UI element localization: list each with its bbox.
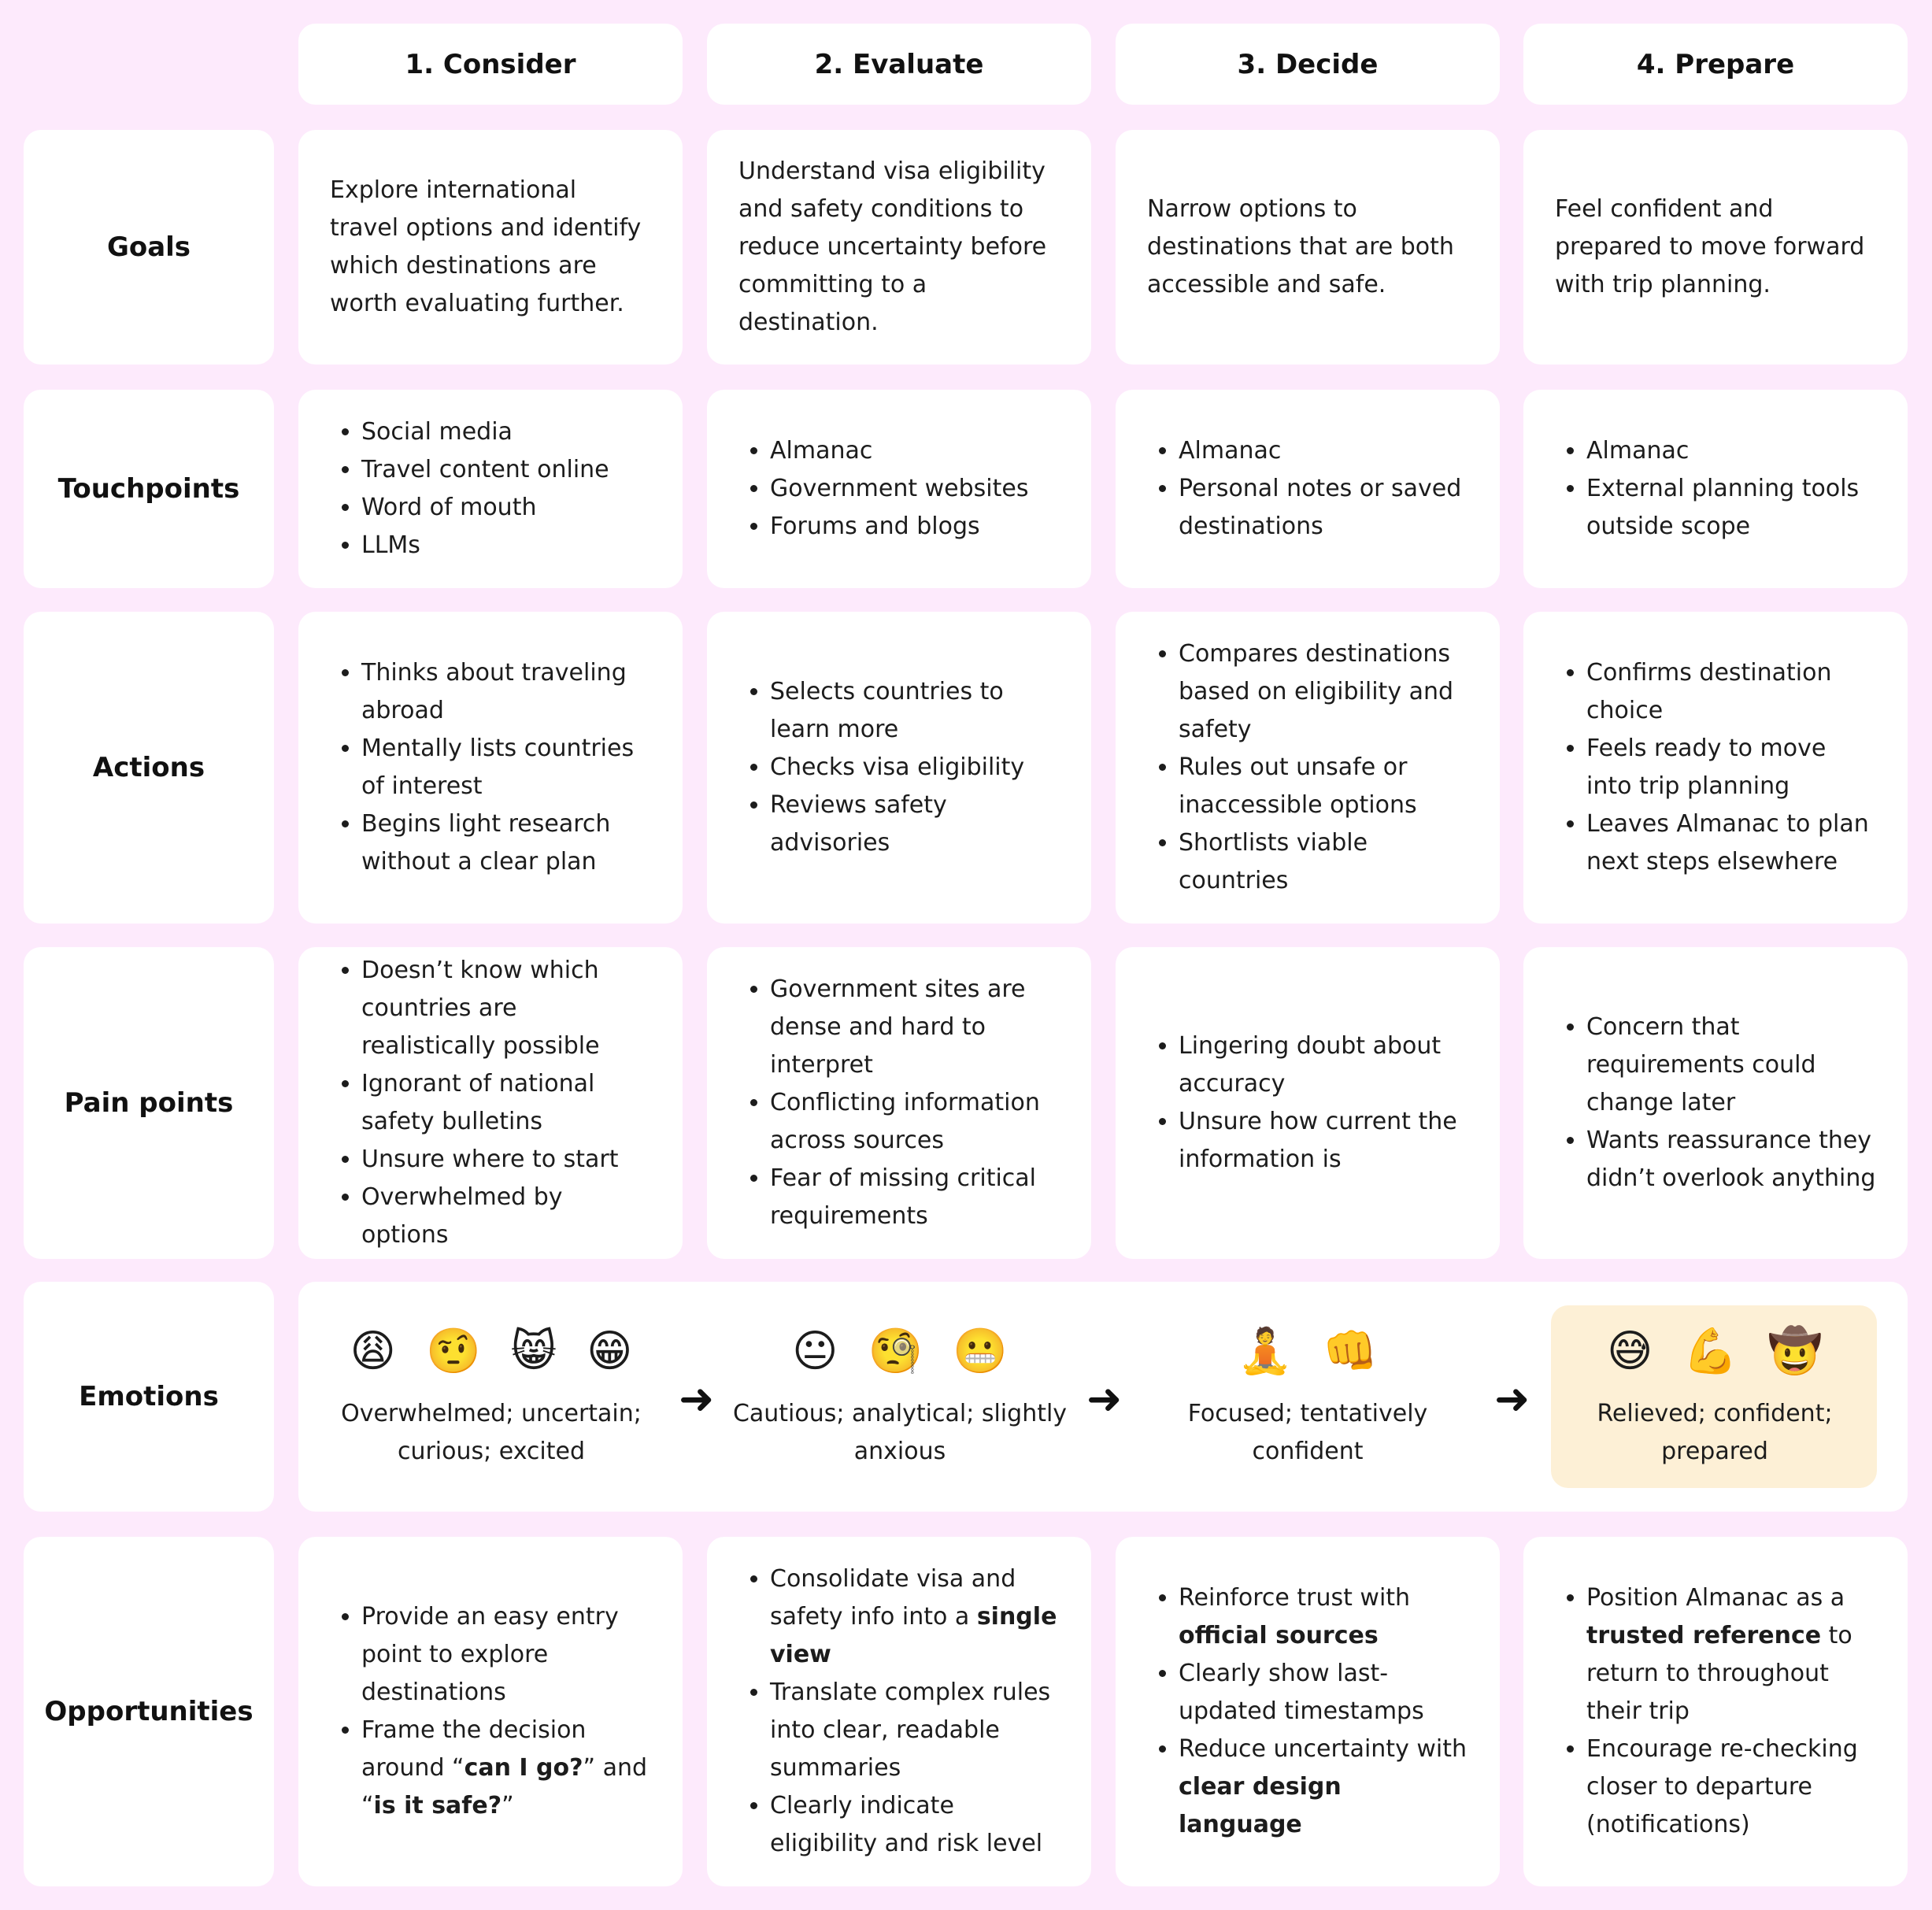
list-item: • Unsure where to start xyxy=(361,1141,651,1179)
goals-text: Narrow options to destinations that are both accessible and safe. xyxy=(1147,195,1454,298)
list-item-text: Reduce uncertainty with xyxy=(1179,1735,1468,1763)
emoji-icon: 😩 xyxy=(350,1326,396,1377)
touchpoints-cell-1 xyxy=(298,390,683,588)
row-label-card-opportunities xyxy=(24,1537,274,1886)
row-label-card-actions xyxy=(24,612,274,924)
list-item: • Compares destinations based on eligibility and safety xyxy=(1179,635,1468,749)
emoji-icon: 🧘 xyxy=(1238,1326,1293,1377)
emotion-text: Focused; tentatively confident xyxy=(1187,1400,1428,1465)
touchpoints-list xyxy=(330,413,651,564)
list-item: • Ignorant of national safety bulletins xyxy=(361,1065,651,1141)
emotion-icons xyxy=(350,1324,633,1379)
list-item: • Rules out unsafe or inaccessible options xyxy=(1179,749,1468,824)
emphasis-text: trusted reference xyxy=(1586,1622,1822,1649)
emotion-text: Cautious; analytical; slightly anxious xyxy=(732,1400,1068,1465)
touchpoints-list xyxy=(738,432,1060,546)
list-item: • Almanac xyxy=(1179,432,1468,470)
list-item: • Confirms destination choice xyxy=(1586,654,1876,730)
list-item: • Lingering doubt about accuracy xyxy=(1179,1027,1468,1103)
list-item: • Government sites are dense and hard to interpret xyxy=(770,971,1060,1084)
pain-points-cell-1 xyxy=(298,947,683,1259)
emphasis-text: single view xyxy=(770,1603,1057,1668)
list-item xyxy=(1179,1579,1468,1655)
pain-points-list xyxy=(1147,1027,1468,1179)
row-label-emotions: Emotions xyxy=(79,1381,219,1412)
phase-header-2 xyxy=(707,24,1091,105)
row-label-opportunities: Opportunities xyxy=(44,1696,254,1727)
list-item xyxy=(361,1712,651,1825)
phase-title: 2. Evaluate xyxy=(814,48,984,80)
list-item: • Reviews safety advisories xyxy=(770,787,1060,862)
goals-text: Understand visa eligibility and safety conditions to reduce uncertainty before committing to a destination. xyxy=(738,157,1047,336)
emoji-icon: 😅 xyxy=(1607,1326,1653,1377)
list-item: • Shortlists viable countries xyxy=(1179,824,1468,900)
list-item: • Social media xyxy=(361,413,651,451)
list-item: • Forums and blogs xyxy=(770,508,1060,546)
actions-list xyxy=(738,673,1060,862)
opportunities-list xyxy=(1147,1579,1468,1844)
list-item: • Leaves Almanac to plan next steps elsewhere xyxy=(1586,805,1876,881)
row-label-card-emotions xyxy=(24,1282,274,1512)
list-item-text: to return to throughout their trip xyxy=(1586,1622,1852,1725)
list-item xyxy=(1586,1730,1876,1844)
list-item xyxy=(1179,1655,1468,1730)
emotion-group-3 xyxy=(1134,1324,1481,1471)
list-item: • Fear of missing critical requirements xyxy=(770,1160,1060,1235)
actions-list xyxy=(1147,635,1468,900)
list-item: • Mentally lists countries of interest xyxy=(361,730,651,805)
opportunities-cell-3 xyxy=(1116,1537,1500,1886)
list-item-text: Clearly indicate eligibility and risk level xyxy=(770,1792,1043,1857)
phase-title: 1. Consider xyxy=(405,48,576,80)
emotion-text: Overwhelmed; uncertain; curious; excited xyxy=(341,1400,642,1465)
emphasis-text: can I go? xyxy=(464,1754,583,1782)
list-item: • Conflicting information across sources xyxy=(770,1084,1060,1160)
arrow-right-icon: ➜ xyxy=(1494,1374,1530,1423)
emoji-icon: 🤨 xyxy=(425,1326,481,1377)
actions-list xyxy=(330,654,651,881)
emoji-icon: 😸 xyxy=(510,1326,557,1377)
list-item: • LLMs xyxy=(361,527,651,564)
emotion-icons xyxy=(1238,1324,1377,1379)
row-label-pain-points: Pain points xyxy=(64,1087,234,1119)
list-item xyxy=(361,1598,651,1712)
goals-text: Explore international travel options and identify which destinations are worth evaluating further. xyxy=(330,176,642,317)
emotion-group-2 xyxy=(727,1324,1073,1471)
list-item xyxy=(1179,1730,1468,1844)
emphasis-text: is it safe? xyxy=(373,1792,502,1819)
opportunities-cell-4 xyxy=(1523,1537,1908,1886)
emphasis-text: official sources xyxy=(1179,1622,1379,1649)
list-item-text: Frame the decision around “ xyxy=(361,1716,587,1782)
actions-list xyxy=(1555,654,1876,881)
arrow-right-icon: ➜ xyxy=(1086,1374,1123,1423)
emotion-icons xyxy=(1607,1324,1823,1379)
phase-header-4 xyxy=(1523,24,1908,105)
emotion-icons xyxy=(792,1324,1008,1379)
goals-cell-1 xyxy=(298,130,683,365)
list-item: • Wants reassurance they didn’t overlook anything xyxy=(1586,1122,1876,1197)
opportunities-cell-2 xyxy=(707,1537,1091,1886)
pain-points-list xyxy=(738,971,1060,1235)
list-item-text: Provide an easy entry point to explore destinations xyxy=(361,1603,619,1706)
actions-cell-2 xyxy=(707,612,1091,924)
pain-points-list xyxy=(330,952,651,1254)
emotion-group-1 xyxy=(318,1324,664,1471)
list-item: • Concern that requirements could change later xyxy=(1586,1009,1876,1122)
list-item: • External planning tools outside scope xyxy=(1586,470,1876,546)
list-item: • Begins light research without a clear plan xyxy=(361,805,651,881)
list-item-text: Reinforce trust with xyxy=(1179,1584,1411,1612)
phase-title: 4. Prepare xyxy=(1636,48,1795,80)
row-label-touchpoints: Touchpoints xyxy=(57,473,240,505)
emoji-icon: 💪 xyxy=(1682,1326,1738,1377)
emoji-icon: 🤠 xyxy=(1767,1326,1823,1377)
arrow-right-icon: ➜ xyxy=(679,1374,715,1423)
touchpoints-cell-3 xyxy=(1116,390,1500,588)
list-item-text: Position Almanac as a xyxy=(1586,1584,1845,1612)
list-item xyxy=(770,1560,1060,1674)
goals-cell-4 xyxy=(1523,130,1908,365)
list-item: • Checks visa eligibility xyxy=(770,749,1060,787)
row-label-goals: Goals xyxy=(106,231,191,263)
touchpoints-cell-2 xyxy=(707,390,1091,588)
pain-points-cell-2 xyxy=(707,947,1091,1259)
emoji-icon: 👊 xyxy=(1323,1326,1378,1377)
goals-cell-3 xyxy=(1116,130,1500,365)
list-item: • Government websites xyxy=(770,470,1060,508)
list-item-text: Clearly show last-updated timestamps xyxy=(1179,1660,1424,1725)
pain-points-cell-3 xyxy=(1116,947,1500,1259)
list-item: • Travel content online xyxy=(361,451,651,489)
touchpoints-list xyxy=(1147,432,1468,546)
phase-title: 3. Decide xyxy=(1237,48,1379,80)
row-label-actions: Actions xyxy=(92,752,205,783)
pain-points-list xyxy=(1555,1009,1876,1197)
list-item: • Selects countries to learn more xyxy=(770,673,1060,749)
actions-cell-1 xyxy=(298,612,683,924)
list-item: • Word of mouth xyxy=(361,489,651,527)
actions-cell-3 xyxy=(1116,612,1500,924)
opportunities-cell-1 xyxy=(298,1537,683,1886)
list-item-text: Translate complex rules into clear, readable summaries xyxy=(770,1679,1051,1782)
emotion-group-4 xyxy=(1542,1324,1888,1471)
list-item xyxy=(770,1787,1060,1863)
list-item: • Feels ready to move into trip planning xyxy=(1586,730,1876,805)
list-item: • Unsure how current the information is xyxy=(1179,1103,1468,1179)
goals-cell-2 xyxy=(707,130,1091,365)
list-item xyxy=(1586,1579,1876,1730)
opportunities-list xyxy=(330,1598,651,1825)
list-item-text: Encourage re-checking closer to departure (notifications) xyxy=(1586,1735,1858,1838)
list-item: • Personal notes or saved destinations xyxy=(1179,470,1468,546)
emoji-icon: 🧐 xyxy=(868,1326,923,1377)
opportunities-list xyxy=(1555,1579,1876,1844)
actions-cell-4 xyxy=(1523,612,1908,924)
list-item: • Thinks about traveling abroad xyxy=(361,654,651,730)
list-item: • Doesn’t know which countries are realistically possible xyxy=(361,952,651,1065)
touchpoints-cell-4 xyxy=(1523,390,1908,588)
touchpoints-list xyxy=(1555,432,1876,546)
emotion-text: Relieved; confident; prepared xyxy=(1597,1400,1833,1465)
list-item: • Almanac xyxy=(770,432,1060,470)
emoji-icon: 😐 xyxy=(792,1326,838,1377)
goals-text: Feel confident and prepared to move forward with trip planning. xyxy=(1555,195,1865,298)
emphasis-text: clear design language xyxy=(1179,1773,1342,1838)
list-item-text: ” xyxy=(502,1792,514,1819)
phase-header-1 xyxy=(298,24,683,105)
phase-header-3 xyxy=(1116,24,1500,105)
row-label-card-touchpoints xyxy=(24,390,274,588)
list-item-text: Consolidate visa and safety info into a xyxy=(770,1565,1016,1631)
pain-points-cell-4 xyxy=(1523,947,1908,1259)
row-label-card-pain-points xyxy=(24,947,274,1259)
emoji-icon: 😬 xyxy=(953,1326,1008,1377)
list-item: • Almanac xyxy=(1586,432,1876,470)
row-label-card-goals xyxy=(24,130,274,365)
opportunities-list xyxy=(738,1560,1060,1863)
list-item: • Overwhelmed by options xyxy=(361,1179,651,1254)
list-item xyxy=(770,1674,1060,1787)
emoji-icon: 😁 xyxy=(587,1326,633,1377)
list-item-text: ” and “ xyxy=(361,1754,648,1819)
